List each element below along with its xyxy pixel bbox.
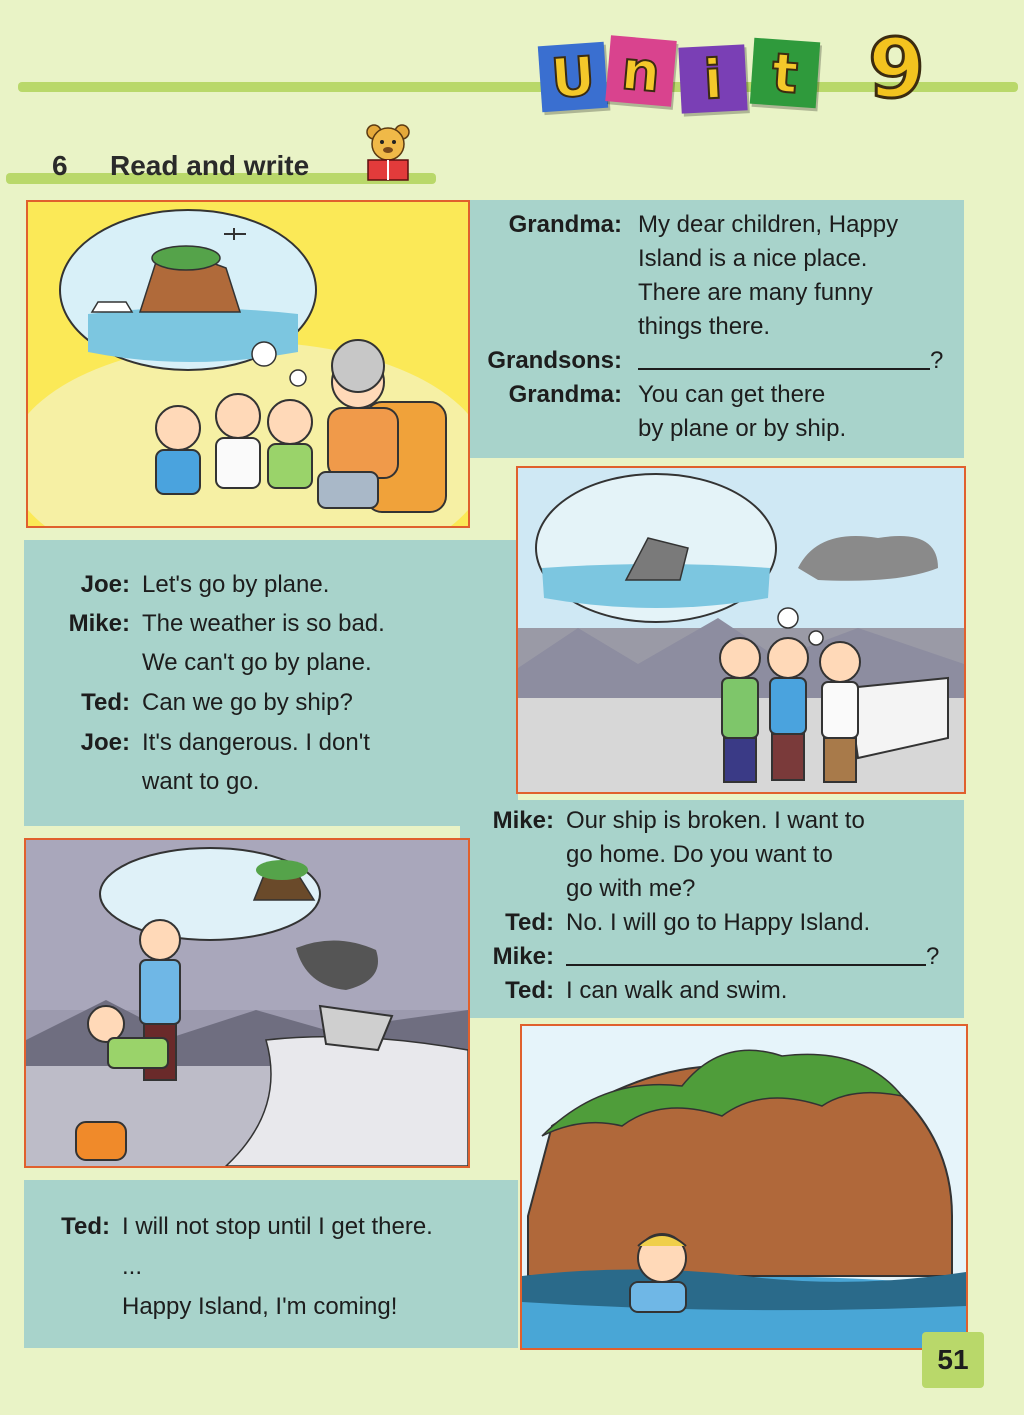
unit-number: 9: [868, 22, 926, 117]
dialogue-line: want to go.: [142, 768, 260, 795]
speaker-label: Ted:: [61, 1213, 110, 1240]
unit-tile-u: U: [538, 42, 608, 112]
speaker-label: Joe:: [80, 729, 130, 756]
dialogue-line: The weather is so bad.: [142, 610, 385, 637]
speaker-label: Ted:: [505, 909, 554, 936]
section-title: Read and write: [110, 150, 310, 181]
speaker-label: Mike:: [492, 943, 554, 970]
section-number: 6: [52, 150, 68, 181]
dialogue-line: Our ship is broken. I want to: [566, 807, 865, 834]
panel-bad-weather: [516, 466, 966, 794]
unit-tile-t: t: [750, 38, 820, 108]
dialogue-line: go home. Do you want to: [566, 841, 833, 868]
dialogue-line: We can't go by plane.: [142, 649, 372, 676]
speaker-label: Ted:: [81, 689, 130, 716]
unit-tile-i: i: [678, 44, 747, 113]
dialogue-line: I can walk and swim.: [566, 977, 788, 1004]
dialogue-line: Let's go by plane.: [142, 571, 330, 598]
dialogue-line: Island is a nice place.: [638, 245, 868, 272]
dialogue-line: by plane or by ship.: [638, 415, 847, 442]
answer-blank-2[interactable]: ?: [566, 940, 939, 974]
speaker-label: Mike:: [492, 807, 554, 834]
answer-blank-1[interactable]: ?: [638, 344, 943, 378]
speaker-label: Mike:: [68, 610, 130, 637]
dialogue-line: go with me?: [566, 875, 696, 902]
speaker-label: Grandma:: [508, 211, 622, 238]
panel-grandma-story: [26, 200, 470, 528]
speaker-label: Grandsons:: [487, 347, 622, 374]
page-number: 51: [922, 1332, 984, 1388]
dialogue-line: things there.: [638, 313, 771, 340]
panel-swimming-to-island: [520, 1024, 968, 1350]
dialogue-line: Happy Island, I'm coming!: [122, 1293, 398, 1320]
dialogue-line: Can we go by ship?: [142, 689, 353, 716]
dialogue-line: No. I will go to Happy Island.: [566, 909, 871, 936]
dialogue-line: You can get there: [638, 381, 826, 408]
dialogue-line: I will not stop until I get there.: [122, 1213, 433, 1240]
panel-broken-ship: [24, 838, 470, 1168]
dialogue-line: My dear children, Happy: [638, 211, 899, 238]
reading-bear-icon: [360, 122, 416, 184]
speaker-label: Ted:: [505, 977, 554, 1004]
dialogue-line: ...: [122, 1253, 143, 1280]
speaker-label: Grandma:: [508, 381, 622, 408]
speaker-label: Joe:: [80, 571, 130, 598]
dialogue-line: There are many funny: [638, 279, 873, 306]
dialogue-line: It's dangerous. I don't: [142, 729, 370, 756]
unit-tile-n: n: [605, 35, 677, 107]
